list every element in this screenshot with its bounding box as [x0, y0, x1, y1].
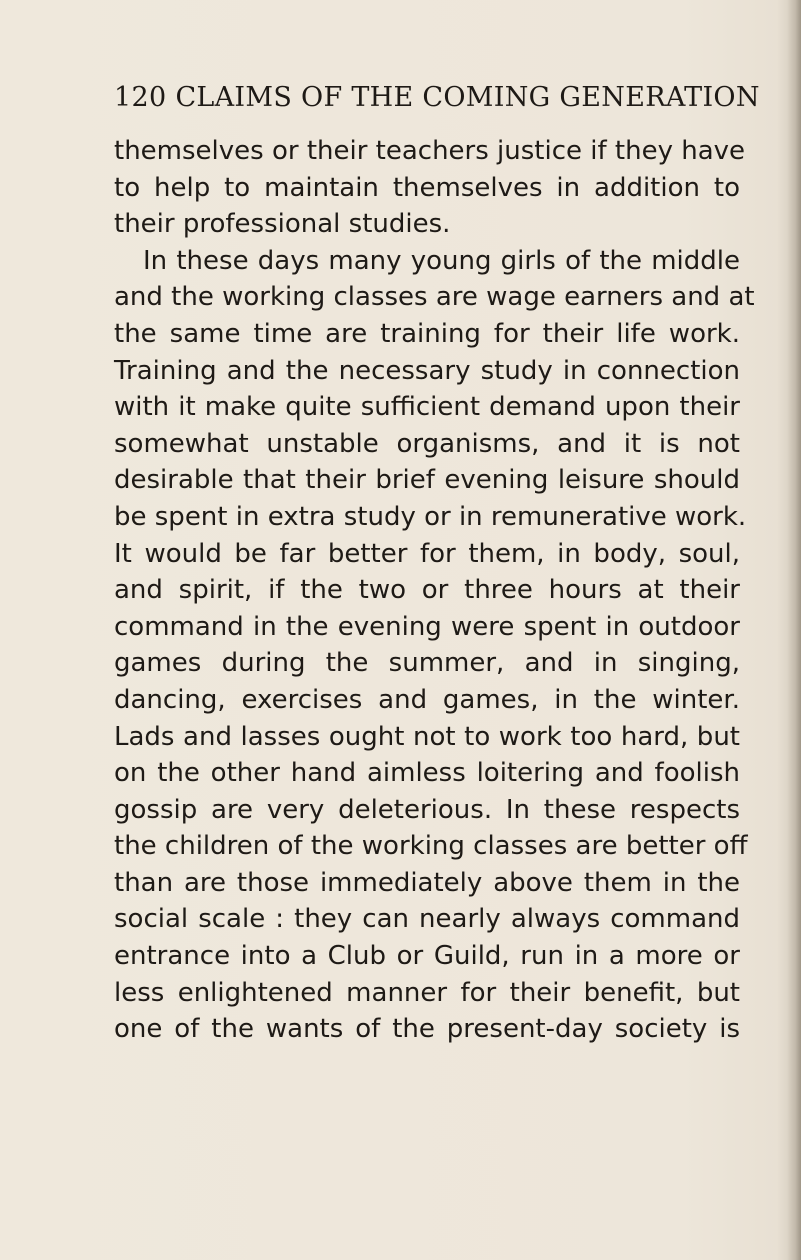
running-header: [114, 78, 760, 118]
text-line: the children of the working classes are better off: [114, 831, 748, 862]
text-line: dancing, exercises and games, in the winter.: [114, 684, 740, 715]
text-line: than are those immediately above them in the: [114, 867, 740, 898]
page-edge-shadow: [787, 0, 801, 1260]
body-text: [114, 133, 755, 1048]
text-line: be spent in extra study or in remunerative work.: [114, 501, 747, 532]
text-line: with it make quite sufficient demand upon their: [114, 392, 740, 423]
text-line: one of the wants of the present-day society is: [114, 1014, 740, 1045]
text-line: It would be far better for them, in body, soul,: [114, 538, 740, 569]
text-line: entrance into a Club or Guild, run in a more or: [114, 941, 740, 972]
text-line: themselves or their teachers justice if they have: [114, 136, 746, 166]
paragraph-start-line: In these days many young girls of the middle: [143, 245, 740, 276]
text-line: the same time are training for their life work.: [114, 318, 740, 349]
text-line: gossip are very deleterious. In these respects: [114, 794, 740, 825]
text-line: on the other hand aimless loitering and foolish: [114, 758, 740, 789]
text-line: Lads and lasses ought not to work too hard, but: [114, 721, 740, 752]
text-line: their professional studies.: [114, 209, 451, 240]
text-line: social scale : they can nearly always command: [114, 904, 740, 935]
text-line: somewhat unstable organisms, and it is not: [114, 428, 740, 459]
page-number: 120: [114, 82, 167, 113]
text-line: less enlightened manner for their benefit, but: [114, 977, 740, 1008]
text-line: games during the summer, and in singing,: [114, 648, 740, 679]
text-line: and spirit, if the two or three hours at their: [114, 575, 740, 606]
running-title: CLAIMS OF THE COMING GENERATION: [175, 82, 760, 113]
text-line: Training and the necessary study in connection: [114, 355, 740, 386]
text-line: and the working classes are wage earners and at: [114, 282, 755, 313]
text-line: desirable that their brief evening leisure should: [114, 465, 740, 496]
text-line: command in the evening were spent in outdoor: [114, 611, 740, 642]
text-line: to help to maintain themselves in addition to: [114, 172, 740, 203]
